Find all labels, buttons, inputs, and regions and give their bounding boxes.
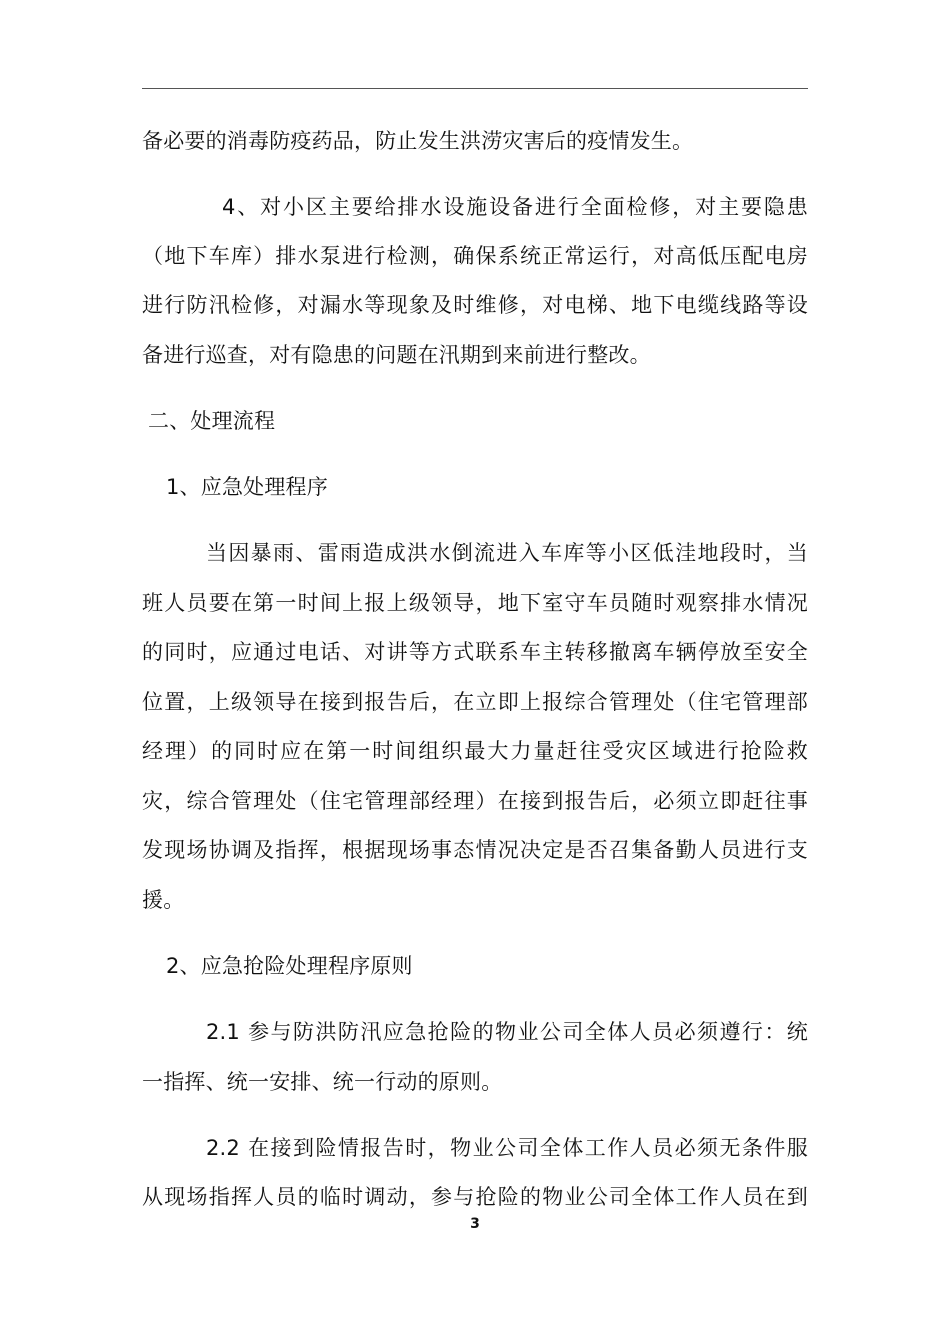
text-line: 2.1 参与防洪防汛应急抢险的物业公司全体人员必须遵行：统 <box>206 1020 808 1044</box>
subsection-heading: 2、应急抢险处理程序原则 <box>166 954 413 978</box>
text-line: 当因暴雨、雷雨造成洪水倒流进入车库等小区低洼地段时，当 <box>206 541 808 565</box>
text-line: 从现场指挥人员的临时调动，参与抢险的物业公司全体工作人员在到 <box>142 1185 808 1209</box>
text-line: 援。 <box>142 888 185 912</box>
text-line: 备进行巡查，对有隐患的问题在汛期到来前进行整改。 <box>142 343 651 367</box>
text-line: 位置，上级领导在接到报告后，在立即上报综合管理处（住宅管理部 <box>142 690 808 714</box>
text-line: 的同时，应通过电话、对讲等方式联系车主转移撤离车辆停放至安全 <box>142 640 808 664</box>
subsection-heading: 1、应急处理程序 <box>166 475 328 499</box>
text-line: 经理）的同时应在第一时间组织最大力量赶往受灾区域进行抢险救 <box>142 739 808 763</box>
text-line: 一指挥、统一安排、统一行动的原则。 <box>142 1070 503 1094</box>
text-line: 2.2 在接到险情报告时，物业公司全体工作人员必须无条件服 <box>206 1136 808 1160</box>
text-line: 灾，综合管理处（住宅管理部经理）在接到报告后，必须立即赶往事 <box>142 789 808 813</box>
text-line: （地下车库）排水泵进行检测，确保系统正常运行，对高低压配电房 <box>142 244 808 268</box>
text-line: 进行防汛检修，对漏水等现象及时维修，对电梯、地下电缆线路等设 <box>142 293 808 317</box>
page-number: 3 <box>470 1216 480 1232</box>
header-rule <box>142 88 808 89</box>
section-heading: 二、处理流程 <box>148 409 276 433</box>
text-line: 4、对小区主要给排水设施设备进行全面检修，对主要隐患 <box>222 195 808 219</box>
text-line: 备必要的消毒防疫药品，防止发生洪涝灾害后的疫情发生。 <box>142 129 694 153</box>
text-line: 发现场协调及指挥，根据现场事态情况决定是否召集备勤人员进行支 <box>142 838 808 862</box>
text-line: 班人员要在第一时间上报上级领导，地下室守车员随时观察排水情况 <box>142 591 808 615</box>
